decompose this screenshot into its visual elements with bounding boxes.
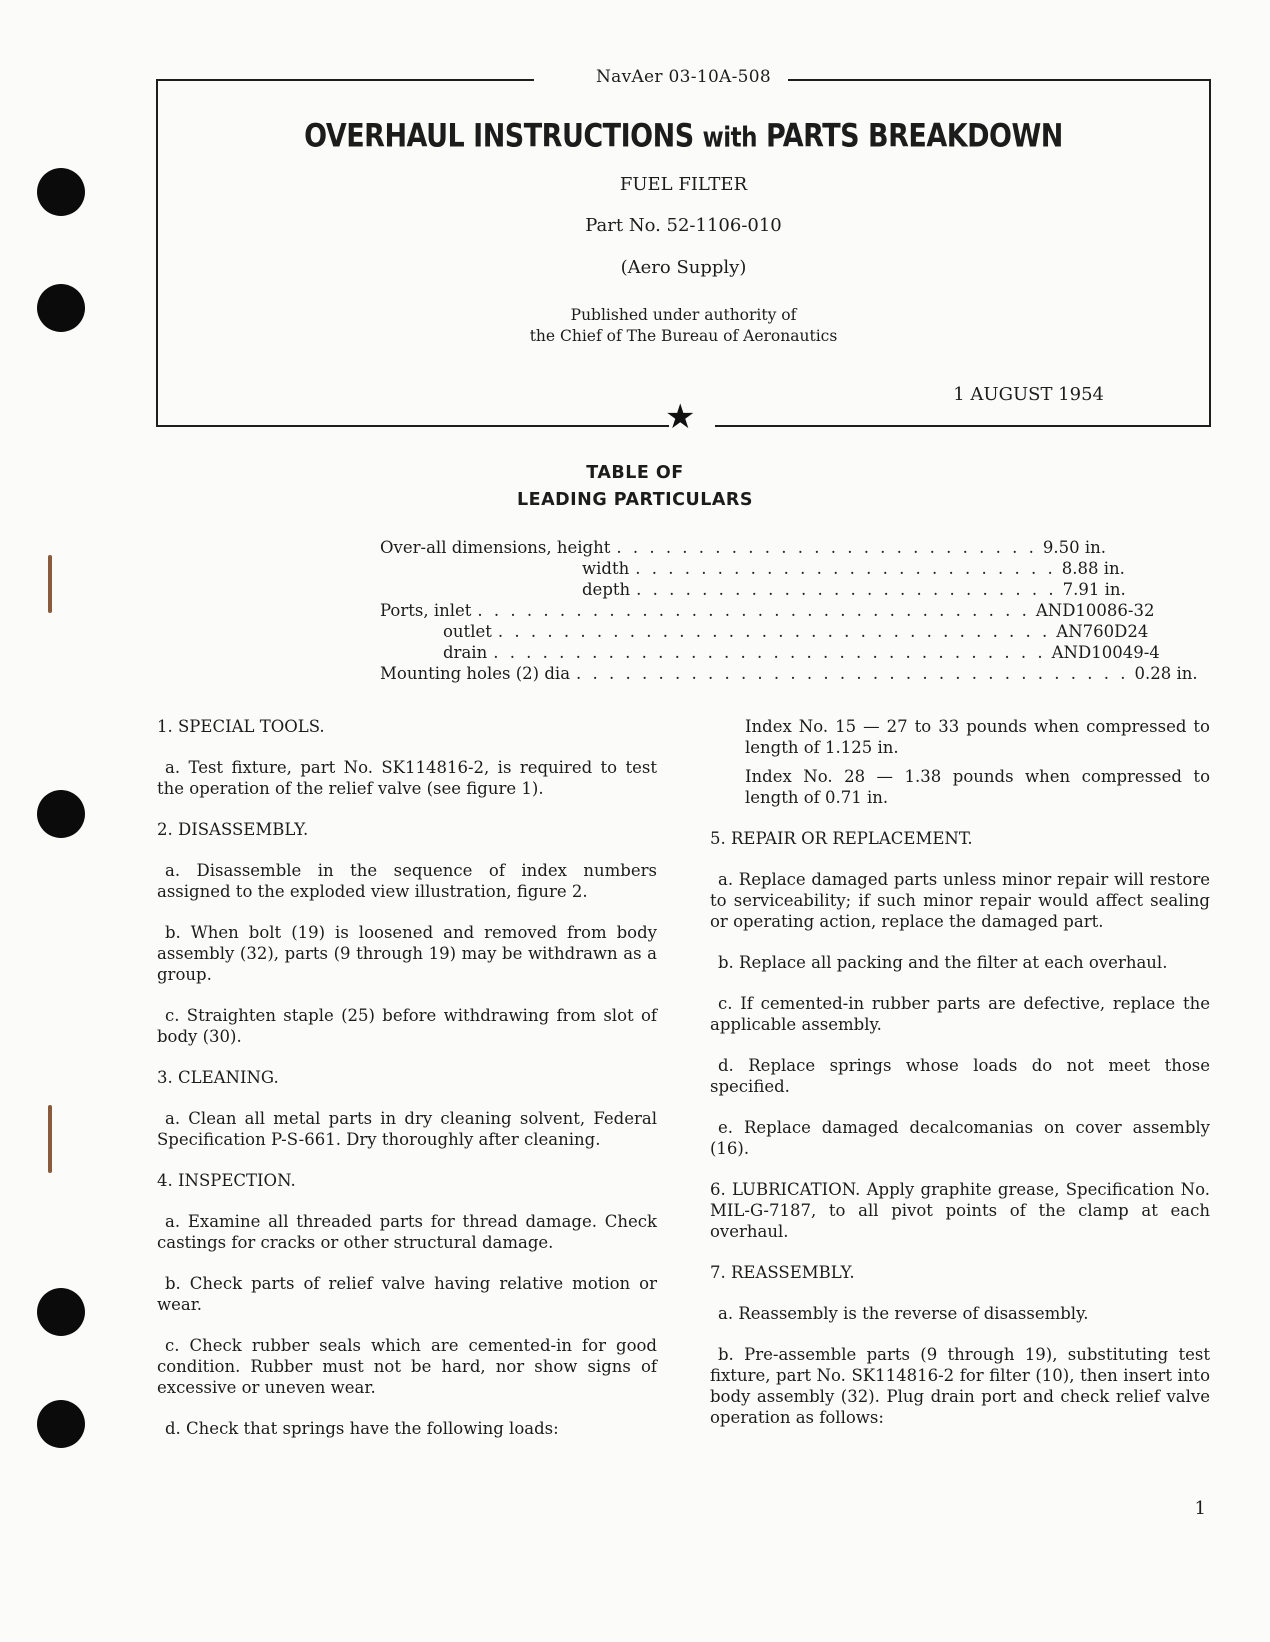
dot-leader: . . . . . . . . . . . . . . . . . . . . . . . . . .: [636, 580, 1057, 599]
table-row: width . . . . . . . . . . . . . . . . . . . . . . . . . . 8.88 in.: [582, 559, 1125, 578]
subject: FUEL FILTER: [619, 174, 748, 195]
paragraph: b. When bolt (19) is loosened and removed from body assembly (32), parts (9 through 19) may be withdrawn as a group.: [157, 923, 657, 984]
section-heading: 5. REPAIR OR REPLACEMENT.: [710, 829, 973, 848]
dot-leader: . . . . . . . . . . . . . . . . . . . . . . . . . .: [635, 559, 1056, 578]
binder-hole: [37, 790, 85, 838]
table-row: drain . . . . . . . . . . . . . . . . . . . . . . . . . . . . . . . . . . AND10049-4: [443, 643, 1160, 662]
right-column: [710, 716, 1210, 1448]
paragraph: a. Examine all threaded parts for thread damage. Check castings for cracks or other structural damage.: [157, 1212, 657, 1252]
header-box: [156, 67, 1211, 427]
spring-spec: Index No. 15 — 27 to 33 pounds when compressed to length of 1.125 in.: [745, 717, 1210, 757]
table-row: Mounting holes (2) dia . . . . . . . . . . . . . . . . . . . . . . . . . . . . . . . . . . 0.28 in.: [380, 664, 1198, 683]
table-row: Over-all dimensions, height . . . . . . . . . . . . . . . . . . . . . . . . . . 9.50 in.: [380, 538, 1106, 557]
paragraph: a. Clean all metal parts in dry cleaning solvent, Federal Specification P-S-661. Dry thoroughly after cleaning.: [157, 1109, 657, 1149]
paragraph: c. Straighten staple (25) before withdrawing from slot of body (30).: [157, 1006, 657, 1046]
paragraph: b. Replace all packing and the filter at each overhaul.: [718, 953, 1168, 972]
publication-date: 1 AUGUST 1954: [953, 384, 1104, 405]
rust-mark: [48, 1105, 52, 1173]
binder-hole: [37, 1288, 85, 1336]
left-column: [157, 716, 657, 1459]
section-heading: 3. CLEANING.: [157, 1068, 279, 1087]
leading-particulars-table: [380, 538, 1198, 685]
manufacturer: (Aero Supply): [620, 257, 747, 278]
dot-leader: . . . . . . . . . . . . . . . . . . . . . . . . . . . . . . . . . .: [493, 643, 1046, 662]
paragraph: e. Replace damaged decalcomanias on cover assembly (16).: [710, 1118, 1210, 1158]
section-heading: 4. INSPECTION.: [157, 1171, 296, 1190]
dot-leader: . . . . . . . . . . . . . . . . . . . . . . . . . . . . . . . . . .: [576, 664, 1129, 683]
doc-number: NavAer 03-10A-508: [595, 67, 772, 87]
paragraph: a. Reassembly is the reverse of disassembly.: [718, 1304, 1089, 1323]
binder-hole: [37, 1400, 85, 1448]
dot-leader: . . . . . . . . . . . . . . . . . . . . . . . . . . . . . . . . . .: [497, 622, 1051, 641]
paragraph: a. Replace damaged parts unless minor repair will restore to serviceability; if such minor repair would affect sealing or operating action, replace the damaged part.: [710, 870, 1210, 931]
dot-leader: . . . . . . . . . . . . . . . . . . . . . . . . . .: [616, 538, 1037, 557]
section-heading: 1. SPECIAL TOOLS.: [157, 717, 325, 736]
page-number: 1: [1194, 1498, 1206, 1519]
paragraph: b. Check parts of relief valve having relative motion or wear.: [157, 1274, 657, 1314]
paragraph: a. Disassemble in the sequence of index numbers assigned to the exploded view illustration, figure 2.: [157, 861, 657, 901]
section-heading: 2. DISASSEMBLY.: [157, 820, 309, 839]
publication-authority: Published under authority of the Chief of The Bureau of Aeronautics: [529, 306, 838, 345]
paragraph: d. Replace springs whose loads do not meet those specified.: [710, 1056, 1210, 1096]
header-rule: [156, 425, 669, 427]
table-row: depth . . . . . . . . . . . . . . . . . . . . . . . . . . 7.91 in.: [582, 580, 1126, 599]
dot-leader: . . . . . . . . . . . . . . . . . . . . . . . . . . . . . . . . . .: [477, 601, 1030, 620]
page-title: OVERHAUL INSTRUCTIONS with PARTS BREAKDOWN: [304, 118, 1063, 155]
section-heading: 7. REASSEMBLY.: [710, 1263, 855, 1282]
table-row: outlet . . . . . . . . . . . . . . . . . . . . . . . . . . . . . . . . . . AN760D24: [443, 622, 1149, 641]
binder-hole: [37, 284, 85, 332]
paragraph: b. Pre-assemble parts (9 through 19), substituting test fixture, part No. SK114816-2 for filter (10), then insert into body assembly (32). Plug drain port and check relief valve operation as follows:: [710, 1345, 1210, 1427]
paragraph: c. Check rubber seals which are cemented-in for good condition. Rubber must not be hard, nor show signs of excessive or uneven wear.: [157, 1336, 657, 1397]
paragraph: 6. LUBRICATION. Apply graphite grease, Specification No. MIL-G-7187, to all pivot points of the clamp at each overhaul.: [710, 1180, 1210, 1241]
binder-hole: [37, 168, 85, 216]
paragraph: c. If cemented-in rubber parts are defective, replace the applicable assembly.: [710, 994, 1210, 1034]
header-rule: [715, 425, 1211, 427]
rust-mark: [48, 555, 52, 613]
star-icon: ★: [665, 397, 696, 437]
paragraph: d. Check that springs have the following loads:: [165, 1419, 559, 1438]
table-row: Ports, inlet . . . . . . . . . . . . . . . . . . . . . . . . . . . . . . . . . . AND10086-32: [380, 601, 1155, 620]
table-title: TABLE OF LEADING PARTICULARS: [516, 463, 754, 510]
spring-spec: Index No. 28 — 1.38 pounds when compressed to length of 0.71 in.: [745, 767, 1210, 807]
paragraph: a. Test fixture, part No. SK114816-2, is required to test the operation of the relief valve (see figure 1).: [157, 758, 657, 798]
part-number: Part No. 52-1106-010: [585, 215, 782, 236]
